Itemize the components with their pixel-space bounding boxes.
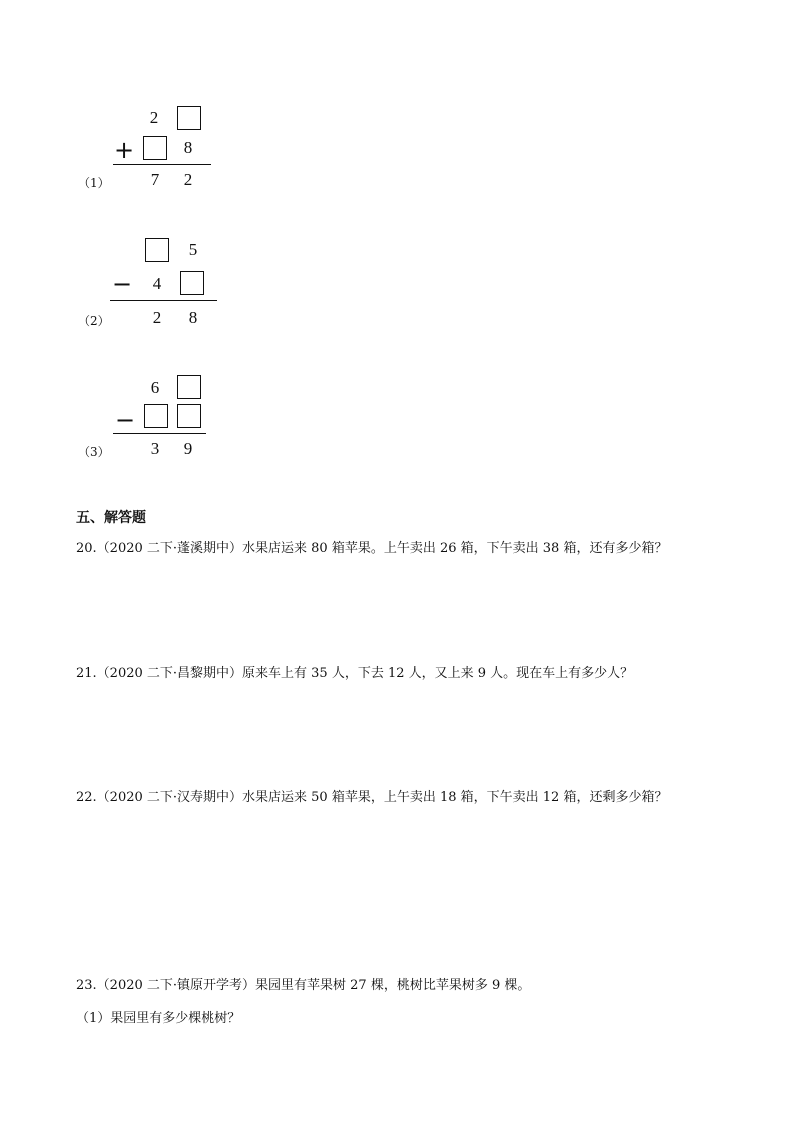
- difference-line: [113, 433, 206, 434]
- bottom-digit: 8: [183, 138, 193, 157]
- blank-box[interactable]: [145, 238, 169, 262]
- question-22: 22.（2020 二下·汉寿期中）水果店运来 50 箱苹果，上午卖出 18 箱，下午卖出 12 箱，还剩多少箱？: [76, 790, 668, 805]
- section-title: 五、解答题: [76, 510, 146, 526]
- blank-box[interactable]: [180, 271, 204, 295]
- sum-line: [113, 164, 211, 165]
- result-digit: 2: [152, 308, 162, 327]
- question-21: 21.（2020 二下·昌黎期中）原来车上有 35 人，下去 12 人，又上来 9 人。现在车上有多少人？: [76, 666, 634, 681]
- blank-box[interactable]: [177, 106, 201, 130]
- minus-operator: −: [115, 406, 136, 434]
- sub-question-1: （1）果园里有多少棵桃树？: [76, 1011, 241, 1026]
- bottom-digit: 4: [152, 274, 162, 293]
- blank-box[interactable]: [143, 136, 167, 160]
- problem-label: （2）: [78, 314, 110, 328]
- minus-operator: −: [112, 270, 133, 298]
- plus-operator: +: [114, 136, 135, 164]
- top-digit: 5: [188, 240, 198, 259]
- blank-box[interactable]: [144, 404, 168, 428]
- problem-label: （3）: [78, 445, 110, 459]
- top-digit: 6: [150, 378, 160, 397]
- result-digit: 3: [150, 439, 160, 458]
- question-20: 20.（2020 二下·蓬溪期中）水果店运来 80 箱苹果。上午卖出 26 箱，下午卖出 38 箱，还有多少箱？: [76, 541, 668, 556]
- blank-box[interactable]: [177, 375, 201, 399]
- result-digit: 7: [150, 170, 160, 189]
- question-23: 23.（2020 二下·镇原开学考）果园里有苹果树 27 棵，桃树比苹果树多 9 棵。: [76, 978, 531, 993]
- result-digit: 2: [183, 170, 193, 189]
- top-digit: 2: [149, 108, 159, 127]
- result-digit: 9: [183, 439, 193, 458]
- difference-line: [110, 300, 217, 301]
- result-digit: 8: [188, 308, 198, 327]
- blank-box[interactable]: [177, 404, 201, 428]
- problem-label: （1）: [78, 176, 110, 190]
